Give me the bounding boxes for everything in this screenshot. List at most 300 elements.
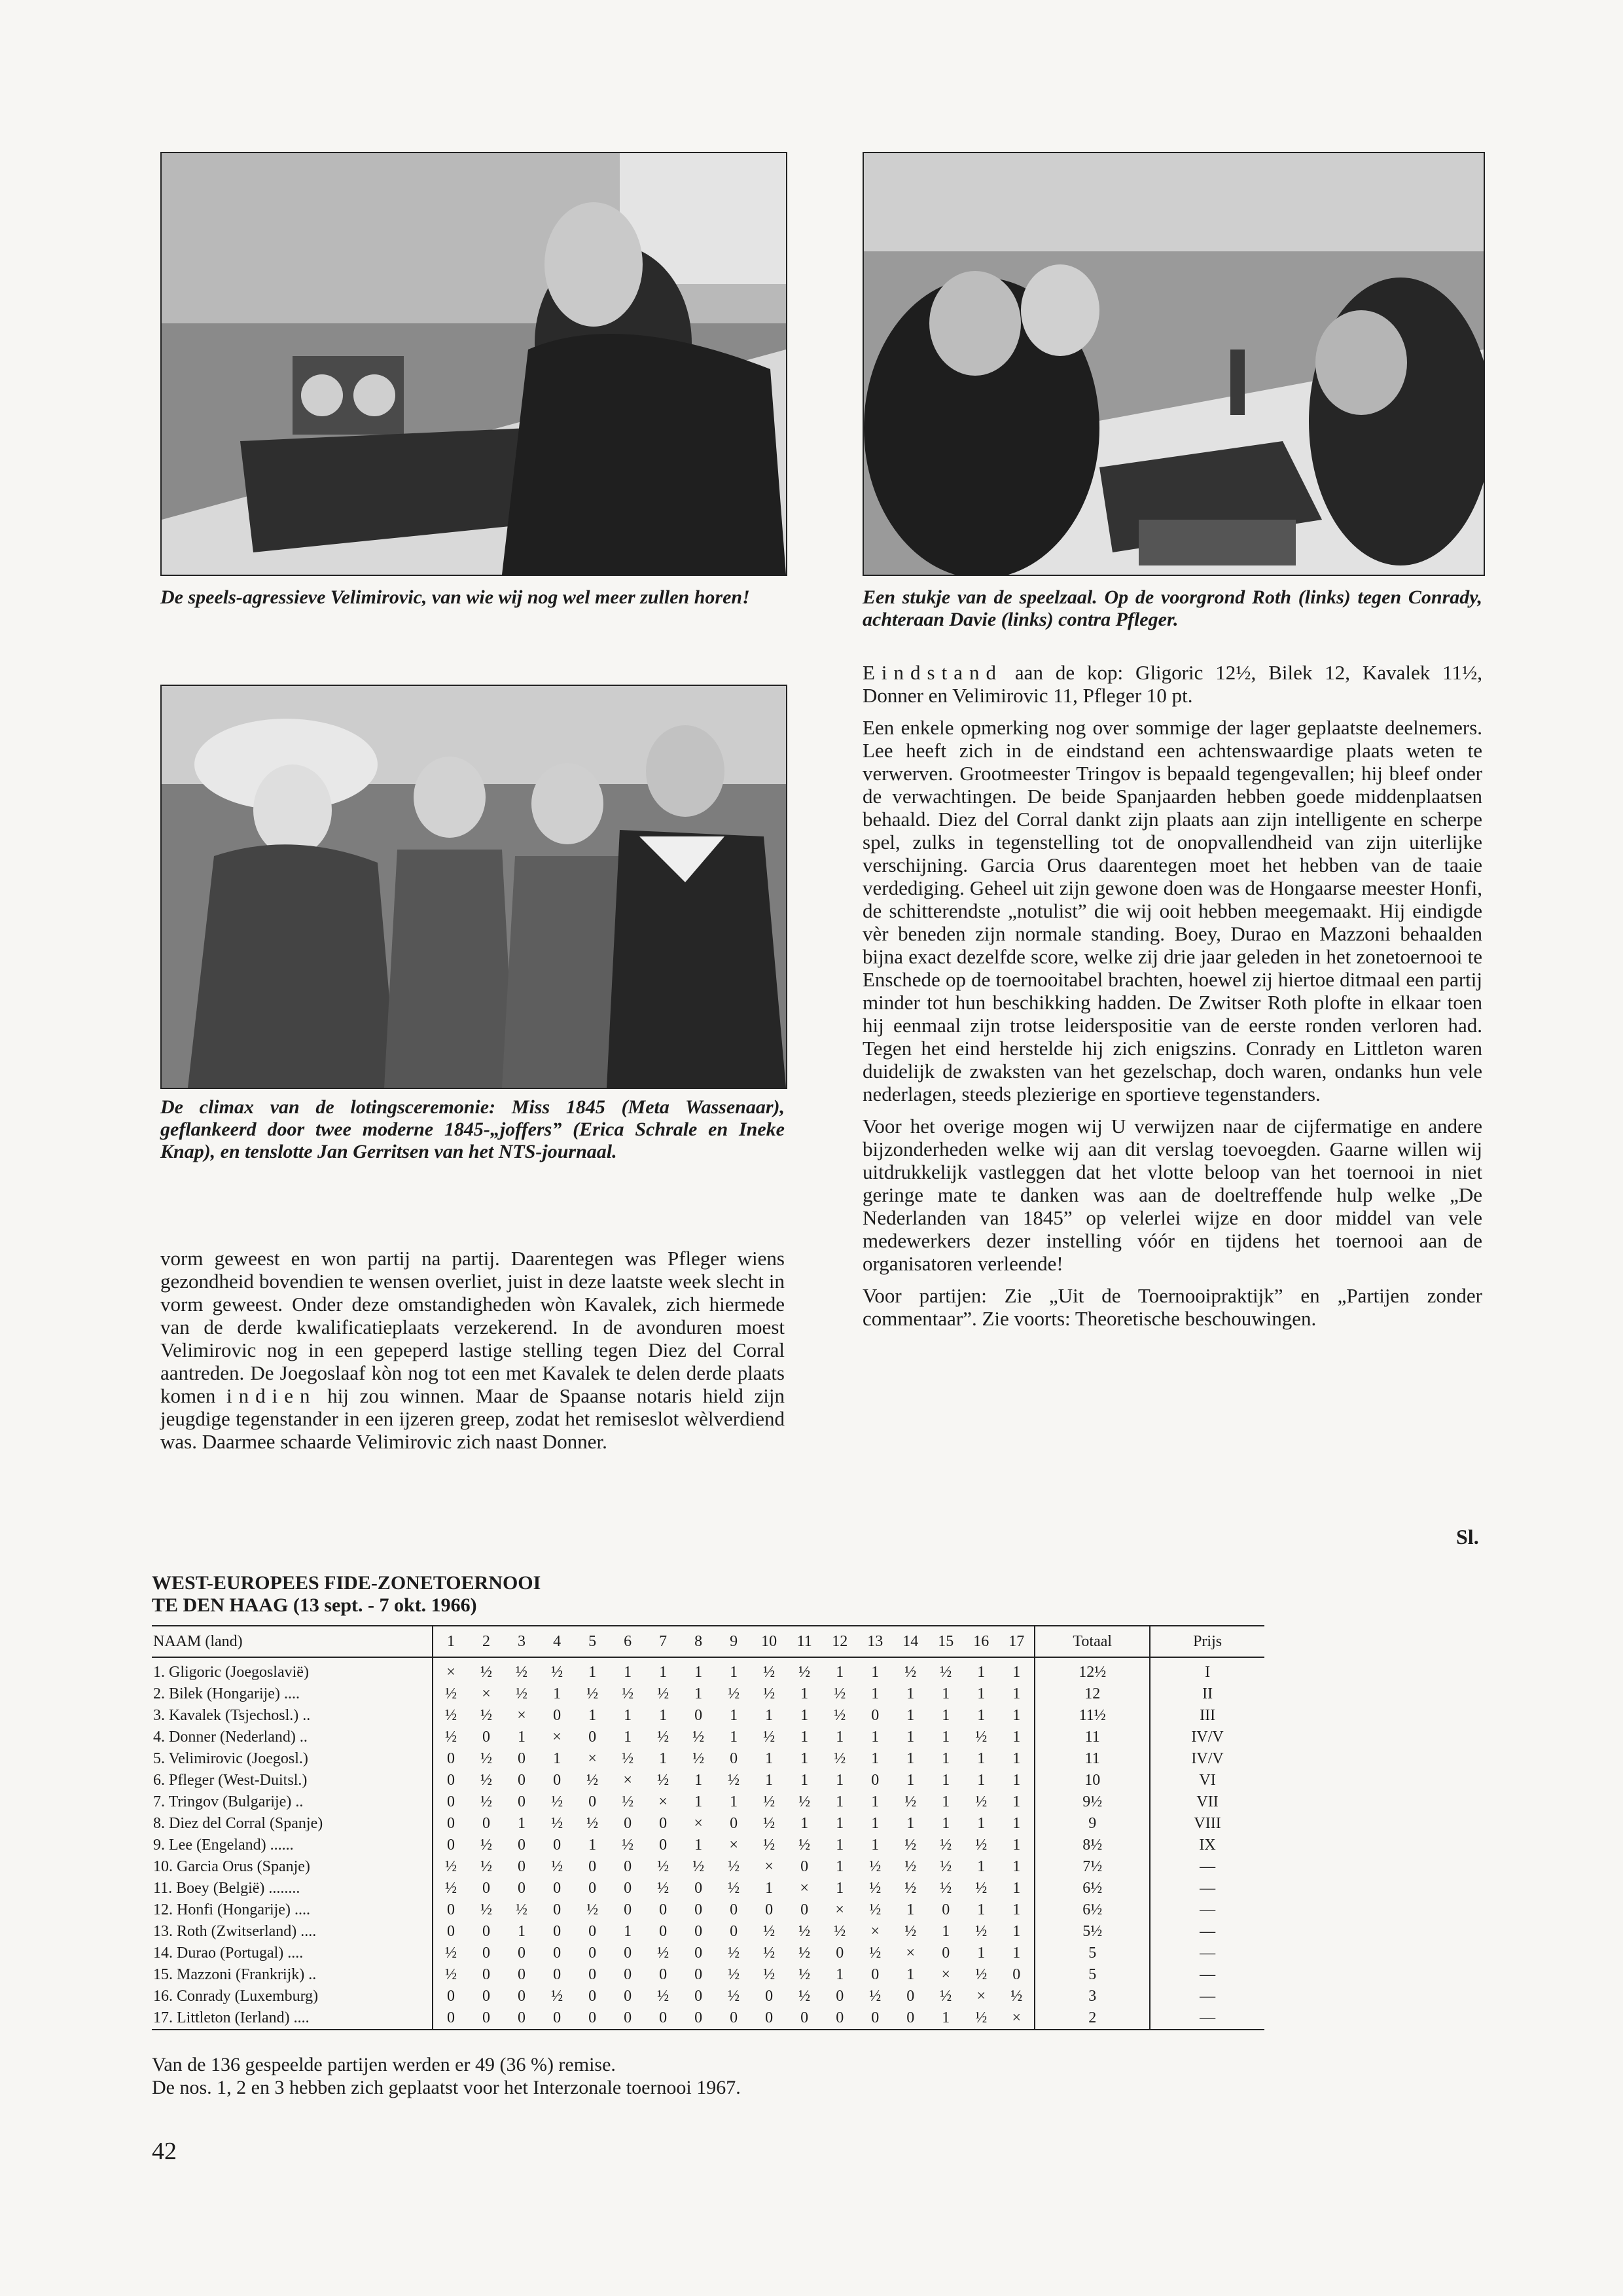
score-cell: ½ (433, 1856, 469, 1878)
score-cell: 0 (588, 1966, 597, 1983)
crosstable-body (152, 1657, 1264, 2030)
right-paragraph-players: Een enkele opmerking nog over sommige der lager geplaatste deelnemers. Lee heeft zich in de eindstand een achtenswaardige plaats weten te verwerven. Grootmeester Tringov is bepaald tegengevallen; hij bleef onder de verwachtingen. De beide Spanjaarden hebben goede middenplaatsen behaald. Diez del Corral dankt zijn plaats aan zijn intelligente en scherpe spel, zulks in tegenstelling tot de onopvallendheid van zijn uiterlijke verschijning. Garcia Orus daarentegen moet het hebben van de taaie verdediging. Geheel uit zijn gewone doen was de Hongaarse meester Honfi, de schitterendste „notulist” die wij ooit hebben meegemaakt. Hij eindigde vèr beneden zijn normale standing. Boey, Durao en Mazzoni behaalden bijna exact dezelfde score, welke zij drie jaar geleden in het zonetoernooi te Enschede op de toernooitabel brachten, hoewel zij hiertoe ditmaal een partij minder tot hun beschikking hadden. De Zwitser Roth plofte in elkaar toen hij eenmaal zijn trotse leiderspositie van de eerste ronden verloren had. Tegen het eind herstelde hij zich enigszins. Conrady en Littleton waren duidelijk de zwaksten van het gezelschap, doch waren, ondanks hun vele nederlagen, steeds plezierige en sportieve tegenstanders. (863, 716, 1482, 1105)
header-num: 4 (539, 1626, 575, 1657)
score-cell: 1 (624, 1729, 632, 1746)
score-cell: 0 (624, 1988, 632, 2005)
prize-cell: — (1150, 1921, 1264, 1943)
score-cell: ½ (763, 1837, 776, 1854)
player-name: 6. Pfleger (West-Duitsl.) (153, 1772, 308, 1789)
score-cell: 1 (1012, 1901, 1021, 1918)
player-name: 16. Conrady (Luxemburg) (153, 1988, 319, 2005)
score-cell: 0 (624, 1880, 632, 1897)
score-cell: ½ (728, 1966, 740, 1983)
score-cell: 1 (800, 1685, 809, 1702)
photo-draw-ceremony-image (162, 686, 786, 1088)
score-cell: 1 (977, 1707, 986, 1724)
score-cell: ½ (692, 1858, 705, 1875)
score-cell: ½ (1010, 1988, 1023, 2005)
table-row (152, 2007, 1264, 2030)
header-num: 9 (716, 1626, 751, 1657)
photo-velimirovic-image (162, 153, 786, 575)
score-cell: 0 (857, 2007, 893, 2030)
score-cell: ½ (480, 1772, 493, 1789)
left-column-text (160, 1247, 785, 1462)
score-cell: 0 (800, 1858, 809, 1875)
score-cell: × (835, 1901, 844, 1918)
score-cell: 0 (610, 2007, 645, 2030)
score-cell: ½ (940, 1837, 952, 1854)
score-cell: 1 (1012, 1793, 1021, 1810)
score-cell: × (729, 1837, 738, 1854)
score-cell: 0 (553, 1966, 562, 1983)
score-cell: 1 (518, 1815, 526, 1832)
prize-cell: — (1150, 1943, 1264, 1964)
score-cell: ½ (798, 1664, 811, 1681)
score-cell: ½ (657, 1880, 669, 1897)
prize-cell: — (1150, 1878, 1264, 1899)
score-cell: 0 (871, 1707, 880, 1724)
photo-playing-hall-image (864, 153, 1484, 575)
score-cell: ½ (728, 1772, 740, 1789)
header-num: 7 (645, 1626, 681, 1657)
total-cell: 11 (1035, 1748, 1150, 1770)
score-cell: ½ (480, 1858, 493, 1875)
player-name: 4. Donner (Nederland) .. (153, 1729, 308, 1746)
score-cell: ½ (940, 1664, 952, 1681)
score-cell: 0 (588, 1880, 597, 1897)
score-cell: ½ (516, 1901, 528, 1918)
score-cell: 0 (871, 1772, 880, 1789)
score-cell: 0 (694, 1901, 703, 1918)
header-num: 16 (963, 1626, 999, 1657)
score-cell: ½ (622, 1685, 634, 1702)
score-cell: 1 (871, 1837, 880, 1854)
score-cell: × (976, 1988, 986, 2005)
score-cell: 1 (906, 1707, 915, 1724)
score-cell: ½ (622, 1837, 634, 1854)
player-name: 3. Kavalek (Tsjechosl.) .. (153, 1707, 311, 1724)
right-column-text (863, 661, 1482, 1339)
table-row (152, 1986, 1264, 2007)
header-num: 14 (893, 1626, 928, 1657)
score-cell: ½ (904, 1923, 917, 1940)
score-cell: 1 (800, 1707, 809, 1724)
score-cell: 1 (977, 1685, 986, 1702)
score-cell: 0 (588, 1988, 597, 2005)
score-cell: 1 (942, 1815, 950, 1832)
score-cell: 0 (518, 1793, 526, 1810)
score-cell: 0 (906, 1988, 915, 2005)
prize-cell: VI (1150, 1770, 1264, 1791)
total-cell: 6½ (1035, 1878, 1150, 1899)
score-cell: ½ (763, 1793, 776, 1810)
score-cell: 0 (659, 1901, 668, 1918)
score-cell: 1 (1012, 1772, 1021, 1789)
score-cell: 0 (553, 1837, 562, 1854)
table-row (152, 1727, 1264, 1748)
score-cell: 0 (433, 1748, 469, 1770)
player-name: 9. Lee (Engeland) ...... (153, 1837, 294, 1854)
score-cell: 0 (765, 1901, 774, 1918)
header-num: 11 (787, 1626, 822, 1657)
table-row (152, 1878, 1264, 1899)
score-cell: ½ (516, 1664, 528, 1681)
score-cell: ½ (763, 1664, 776, 1681)
table-note-draws: Van de 136 gespeelde partijen werden er 49 (36 %) remise. (152, 2054, 616, 2075)
table-title (152, 1572, 541, 1617)
score-cell: 1 (1012, 1685, 1021, 1702)
score-cell: 1 (765, 1772, 774, 1789)
score-cell: 0 (588, 1858, 597, 1875)
score-cell: 1 (588, 1707, 597, 1724)
score-cell: 0 (751, 2007, 787, 2030)
header-num: 13 (857, 1626, 893, 1657)
score-cell: ½ (728, 1945, 740, 1962)
score-cell: 0 (433, 1921, 469, 1943)
score-cell: 1 (836, 1772, 844, 1789)
score-cell: 1 (659, 1707, 668, 1724)
score-cell: × (552, 1729, 562, 1746)
score-cell: 1 (1012, 1729, 1021, 1746)
table-note-qualified: De nos. 1, 2 en 3 hebben zich geplaatst voor het Interzonale toernooi 1967. (152, 2077, 741, 2098)
score-cell: ½ (480, 1750, 493, 1767)
table-row (152, 1921, 1264, 1943)
standings-label: Eindstand (863, 661, 1003, 684)
score-cell: 1 (942, 1923, 950, 1940)
score-cell: 1 (942, 1707, 950, 1724)
table-row (152, 1657, 1264, 1683)
player-name: 13. Roth (Zwitserland) .... (153, 1923, 317, 1940)
player-name: 2. Bilek (Hongarije) .... (153, 1685, 300, 1702)
score-cell: 1 (1012, 1880, 1021, 1897)
score-cell: ½ (551, 1793, 563, 1810)
score-cell: × (433, 1657, 469, 1683)
score-cell: 0 (518, 1988, 526, 2005)
score-cell: × (517, 1707, 526, 1724)
score-cell: 1 (694, 1837, 703, 1854)
score-cell: 1 (906, 1750, 915, 1767)
score-cell: 1 (800, 1729, 809, 1746)
score-cell: ½ (586, 1685, 599, 1702)
score-cell: ½ (657, 1729, 669, 1746)
score-cell: 0 (1012, 1966, 1021, 1983)
score-cell: 0 (518, 1945, 526, 1962)
score-cell: ½ (692, 1750, 705, 1767)
left-paragraph-end: hij zou winnen. Maar de Spaanse notaris hield zijn jeugdige tegenstander in een ijzeren greep, zodat het remiseslot wèlverdiend was. Daarmee schaarde Velimirovic zich naast Donner. (160, 1384, 785, 1453)
score-cell: 0 (482, 1988, 491, 2005)
score-cell: 1 (800, 1772, 809, 1789)
score-cell: 1 (624, 1923, 632, 1940)
table-row (152, 1856, 1264, 1878)
score-cell: 0 (482, 1945, 491, 1962)
score-cell: ½ (622, 1750, 634, 1767)
score-cell: ½ (798, 1945, 811, 1962)
score-cell: ½ (763, 1923, 776, 1940)
score-cell: ½ (551, 1988, 563, 2005)
score-cell: ½ (798, 1837, 811, 1854)
score-cell: ½ (763, 1685, 776, 1702)
score-cell: 1 (730, 1729, 738, 1746)
score-cell: ½ (728, 1988, 740, 2005)
prize-cell: IX (1150, 1835, 1264, 1856)
score-cell: ½ (798, 1793, 811, 1810)
total-cell: 7½ (1035, 1856, 1150, 1878)
score-cell: 0 (588, 1945, 597, 1962)
score-cell: ½ (869, 1945, 882, 1962)
score-cell: 1 (977, 1945, 986, 1962)
header-num: 1 (433, 1626, 469, 1657)
score-cell: 0 (765, 1988, 774, 2005)
prize-cell: — (1150, 1964, 1264, 1986)
score-cell: 1 (1012, 1858, 1021, 1875)
page-number: 42 (152, 2138, 177, 2165)
score-cell: 0 (659, 1923, 668, 1940)
score-cell: 1 (836, 1837, 844, 1854)
player-name: 17. Littleton (Ierland) .... (152, 2007, 433, 2030)
score-cell: 1 (553, 1750, 562, 1767)
score-cell: 0 (716, 2007, 751, 2030)
prize-cell: IV/V (1150, 1727, 1264, 1748)
score-cell: 1 (977, 1858, 986, 1875)
score-cell: 0 (800, 1901, 809, 1918)
score-cell: ½ (763, 1729, 776, 1746)
table-row (152, 1943, 1264, 1964)
total-cell: 5 (1035, 1964, 1150, 1986)
score-cell: 0 (553, 1923, 562, 1940)
score-cell: 0 (469, 2007, 504, 2030)
score-cell: × (623, 1772, 632, 1789)
header-name: NAAM (land) (152, 1626, 433, 1657)
score-cell: 0 (539, 2007, 575, 2030)
score-cell: 0 (482, 1880, 491, 1897)
score-cell: ½ (516, 1685, 528, 1702)
table-row (152, 1964, 1264, 1986)
total-cell: 5 (1035, 1943, 1150, 1964)
score-cell: 1 (518, 1923, 526, 1940)
score-cell: 1 (906, 1729, 915, 1746)
score-cell: × (764, 1858, 774, 1875)
score-cell: ½ (869, 1988, 882, 2005)
header-num: 2 (469, 1626, 504, 1657)
score-cell: 1 (694, 1685, 703, 1702)
score-cell: 0 (787, 2007, 822, 2030)
score-cell: 0 (518, 1772, 526, 1789)
score-cell: × (482, 1685, 491, 1702)
score-cell: 1 (836, 1815, 844, 1832)
score-cell: ½ (834, 1750, 846, 1767)
score-cell: ½ (433, 1943, 469, 1964)
score-cell: 1 (694, 1793, 703, 1810)
total-cell: 11½ (1035, 1705, 1150, 1727)
score-cell: 1 (977, 1664, 986, 1681)
score-cell: × (999, 2007, 1035, 2030)
score-cell: 1 (800, 1815, 809, 1832)
score-cell: ½ (798, 1988, 811, 2005)
table-row (152, 1899, 1264, 1921)
caption-velimirovic: De speels-agressieve Velimirovic, van wie wij nog wel meer zullen horen! (160, 586, 750, 608)
score-cell: 1 (730, 1707, 738, 1724)
score-cell: × (906, 1945, 915, 1962)
score-cell: 0 (659, 1837, 668, 1854)
score-cell: 0 (822, 2007, 857, 2030)
score-cell: × (870, 1923, 880, 1940)
score-cell: ½ (834, 1685, 846, 1702)
score-cell: 0 (694, 1880, 703, 1897)
score-cell: 0 (433, 2007, 469, 2030)
score-cell: ½ (904, 1793, 917, 1810)
score-cell: 0 (942, 1901, 950, 1918)
table-row (152, 1835, 1264, 1856)
score-cell: 1 (871, 1750, 880, 1767)
score-cell: × (658, 1793, 668, 1810)
score-cell: 0 (518, 1750, 526, 1767)
score-cell: 0 (836, 1988, 844, 2005)
score-cell: 0 (659, 1815, 668, 1832)
header-prize: Prijs (1150, 1626, 1264, 1657)
score-cell: 0 (645, 2007, 681, 2030)
score-cell: ½ (657, 1945, 669, 1962)
score-cell: 1 (588, 1837, 597, 1854)
table-title-line2: TE DEN HAAG (13 sept. - 7 okt. 1966) (152, 1594, 477, 1616)
score-cell: 0 (482, 1729, 491, 1746)
score-cell: ½ (940, 1880, 952, 1897)
score-cell: 1 (659, 1664, 668, 1681)
header-num: 17 (999, 1626, 1035, 1657)
score-cell: 1 (906, 1966, 915, 1983)
score-cell: ½ (728, 1880, 740, 1897)
score-cell: 0 (694, 1707, 703, 1724)
score-cell: 1 (977, 1772, 986, 1789)
score-cell: 1 (977, 1815, 986, 1832)
score-cell: 0 (482, 1815, 491, 1832)
score-cell: 1 (694, 1664, 703, 1681)
score-cell: 1 (871, 1793, 880, 1810)
header-num: 3 (504, 1626, 539, 1657)
left-spaced-word: indien (226, 1384, 317, 1407)
score-cell: 0 (694, 1923, 703, 1940)
score-cell: 1 (730, 1664, 738, 1681)
score-cell: ½ (433, 1683, 469, 1705)
score-cell: 1 (1012, 1923, 1021, 1940)
score-cell: 0 (624, 1858, 632, 1875)
score-cell: 1 (765, 1880, 774, 1897)
score-cell: 1 (518, 1729, 526, 1746)
prize-cell: VIII (1150, 1813, 1264, 1835)
score-cell: 0 (482, 1966, 491, 1983)
header-num: 5 (575, 1626, 610, 1657)
right-paragraph-games: Voor partijen: Zie „Uit de Toernooipraktijk” en „Partijen zonder commentaar”. Zie voorts: Theoretische beschouwingen. (863, 1284, 1482, 1330)
score-cell: ½ (480, 1901, 493, 1918)
score-cell: ½ (480, 1837, 493, 1854)
score-cell: ½ (480, 1793, 493, 1810)
crosstable-header (152, 1626, 1264, 1657)
score-cell: ½ (586, 1772, 599, 1789)
total-cell: 12 (1035, 1683, 1150, 1705)
score-cell: 0 (518, 1966, 526, 1983)
score-cell: 1 (871, 1729, 880, 1746)
score-cell: ½ (692, 1729, 705, 1746)
score-cell: 0 (433, 1899, 469, 1921)
table-row (152, 1683, 1264, 1705)
player-name: 1. Gligoric (Joegoslavië) (153, 1664, 309, 1681)
score-cell: ½ (763, 1815, 776, 1832)
score-cell: ½ (975, 1966, 988, 1983)
score-cell: 0 (518, 1880, 526, 1897)
score-cell: 0 (624, 1945, 632, 1962)
total-cell: 9 (1035, 1813, 1150, 1835)
player-name: 11. Boey (België) ........ (153, 1880, 300, 1897)
score-cell: 0 (553, 1880, 562, 1897)
crosstable-header-row (152, 1626, 1264, 1657)
total-cell: 11 (1035, 1727, 1150, 1748)
header-total: Totaal (1035, 1626, 1150, 1657)
score-cell: ½ (622, 1793, 634, 1810)
score-cell: 0 (730, 1923, 738, 1940)
score-cell: 0 (730, 1750, 738, 1767)
left-paragraph (160, 1247, 785, 1453)
score-cell: ½ (798, 1923, 811, 1940)
header-num: 8 (681, 1626, 716, 1657)
score-cell: 0 (893, 2007, 928, 2030)
score-cell: ½ (551, 1815, 563, 1832)
score-cell: 0 (694, 1988, 703, 2005)
total-cell: 6½ (1035, 1899, 1150, 1921)
prize-cell: IV/V (1150, 1748, 1264, 1770)
prize-cell: III (1150, 1705, 1264, 1727)
score-cell: 1 (871, 1664, 880, 1681)
prize-cell: II (1150, 1683, 1264, 1705)
score-cell: 0 (553, 1707, 562, 1724)
score-cell: 1 (906, 1901, 915, 1918)
score-cell: 1 (1012, 1945, 1021, 1962)
score-cell: 0 (730, 1815, 738, 1832)
header-num: 10 (751, 1626, 787, 1657)
score-cell: 1 (836, 1729, 844, 1746)
score-cell: ½ (657, 1988, 669, 2005)
total-cell: 10 (1035, 1770, 1150, 1791)
score-cell: ½ (480, 1707, 493, 1724)
player-name: 15. Mazzoni (Frankrijk) .. (153, 1966, 317, 1983)
score-cell: ½ (940, 1988, 952, 2005)
total-cell: 3 (1035, 1986, 1150, 2007)
score-cell: 1 (836, 1858, 844, 1875)
prize-cell: — (1150, 1856, 1264, 1878)
header-num: 12 (822, 1626, 857, 1657)
score-cell: 0 (681, 2007, 716, 2030)
score-cell: 1 (928, 2007, 963, 2030)
score-cell: ½ (975, 1793, 988, 1810)
score-cell: 1 (871, 1685, 880, 1702)
photo-velimirovic (160, 152, 787, 576)
author-signature: Sl. (1456, 1525, 1479, 1549)
score-cell: 0 (624, 1901, 632, 1918)
score-cell: 1 (906, 1685, 915, 1702)
score-cell: 1 (836, 1664, 844, 1681)
score-cell: ½ (834, 1923, 846, 1940)
score-cell: 1 (1012, 1707, 1021, 1724)
caption-draw-ceremony: De climax van de lotingsceremonie: Miss 1845 (Meta Wassenaar), geflankeerd door twee moderne 1845-„joffers” (Erica Schrale en Ineke Knap), en tenslotte Jan Gerritsen van het NTS-journaal. (160, 1096, 785, 1162)
score-cell: 1 (694, 1772, 703, 1789)
total-cell: 12½ (1035, 1657, 1150, 1683)
score-cell: 1 (730, 1793, 738, 1810)
score-cell: ½ (904, 1837, 917, 1854)
score-cell: 1 (977, 1901, 986, 1918)
score-cell: 1 (624, 1707, 632, 1724)
score-cell: 0 (518, 1837, 526, 1854)
score-cell: ½ (834, 1707, 846, 1724)
score-cell: 0 (553, 1945, 562, 1962)
score-cell: 1 (942, 1685, 950, 1702)
